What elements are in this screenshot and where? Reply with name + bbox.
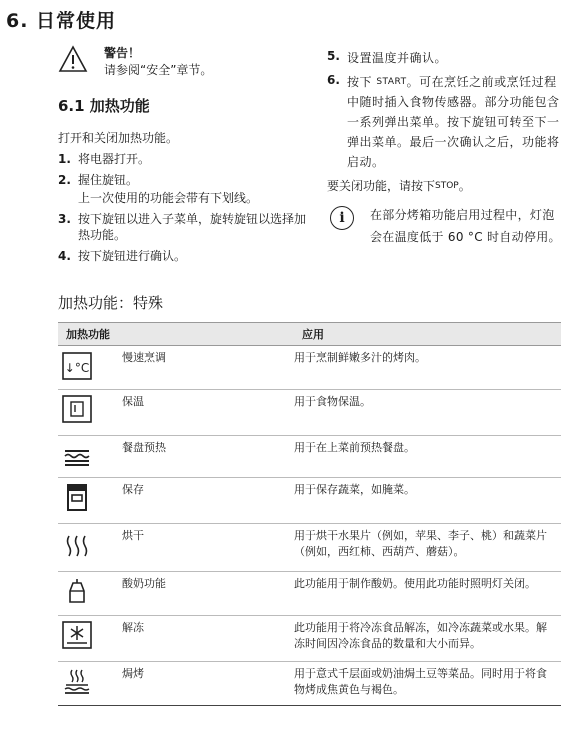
function-use: 用于在上菜前预热餐盘。: [294, 436, 561, 478]
steps-right: [327, 48, 567, 196]
svg-text:↓°C: ↓°C: [64, 361, 90, 375]
list-item-note: 上一次使用的功能会带有下划线。: [78, 191, 259, 205]
function-use: 用于食物保温。: [294, 390, 561, 436]
list-item: 4. 按下旋钮进行确认。: [58, 249, 187, 263]
table-title: 加热功能：特殊: [58, 294, 164, 312]
start-key: START: [376, 77, 407, 87]
defrost-icon: [62, 620, 92, 650]
warning-title: 警告！: [104, 46, 141, 60]
plate-warming-icon: [62, 440, 92, 470]
yoghurt-icon: [62, 576, 92, 606]
warning-icon: [58, 45, 88, 73]
list-item: 3. 按下旋钮以进入子菜单，旋转旋钮以选择加热功能。: [58, 212, 307, 242]
table-row: [58, 662, 561, 706]
list-item: 2. 握住旋钮。: [58, 173, 139, 187]
function-name: 餐盘预热: [122, 436, 294, 478]
table-row: [58, 524, 561, 572]
column-header: 加热功能: [58, 323, 294, 346]
subsection-heading: 6.1 加热功能: [58, 97, 150, 115]
function-use: 用于保存蔬菜，如腌菜。: [294, 478, 561, 524]
list-item: 1. 将电器打开。: [58, 152, 151, 166]
stop-instruction: 要关闭功能，请按下$^{STOP}$。: [327, 179, 471, 193]
function-use: 用于意式千层面或奶油焗土豆等菜品。同时用于将食物烤成焦黄色与褐色。: [294, 662, 561, 706]
list-item: 6. 按下 $^{START}$。可在烹饪之前或烹饪过程中随时插入食物传感器。部分功能包含一系列弹出菜单。按下旋钮可转至下一弹出菜单。最后一次确认之后，功能将启动。: [327, 73, 560, 169]
table-row: [58, 616, 561, 662]
section-heading: 6. 日常使用: [6, 10, 117, 32]
function-name: 保存: [122, 478, 294, 524]
info-text: 在部分烤箱功能启用过程中，灯泡会在温度低于 60 °C 时自动停用。: [370, 208, 561, 244]
table-row: [58, 478, 561, 524]
function-use: 此功能用于将冷冻食品解冻，如冷冻蔬菜或水果。解冻时间因冷冻食品的数量和大小而异。: [294, 616, 561, 662]
table-row: [58, 390, 561, 436]
intro-text: 打开和关闭加热功能。: [58, 131, 179, 145]
stop-key: STOP: [435, 181, 459, 191]
function-name: 酸奶功能: [122, 572, 294, 616]
function-name: 解冻: [122, 616, 294, 662]
function-use: 用于烹制鲜嫩多汁的烤肉。: [294, 346, 561, 390]
list-item: 5. 设置温度并确认。: [327, 49, 448, 65]
function-name: 慢速烹调: [122, 346, 294, 390]
info-icon: i: [330, 206, 354, 230]
keep-warm-icon: [62, 394, 92, 424]
function-name: 保温: [122, 390, 294, 436]
function-use: 此功能用于制作酸奶。使用此功能时照明灯关闭。: [294, 572, 561, 616]
table-row: [58, 346, 561, 390]
drying-icon: [62, 528, 92, 558]
function-name: 焗烤: [122, 662, 294, 706]
function-name: 烘干: [122, 524, 294, 572]
table-row: [58, 572, 561, 616]
table-row: [58, 436, 561, 478]
heating-functions-table: [58, 322, 561, 706]
steps-left: [58, 130, 313, 269]
slow-cook-icon: [62, 350, 92, 380]
warning-text: 请参阅“安全”章节。: [104, 63, 213, 77]
preserving-icon: [62, 482, 92, 512]
column-header: 应用: [294, 323, 561, 346]
au-gratin-icon: [62, 666, 92, 696]
function-use: 用于烘干水果片（例如，苹果、李子、桃）和蔬菜片（例如，西红柿、西葫芦、蘑菇）。: [294, 524, 561, 572]
